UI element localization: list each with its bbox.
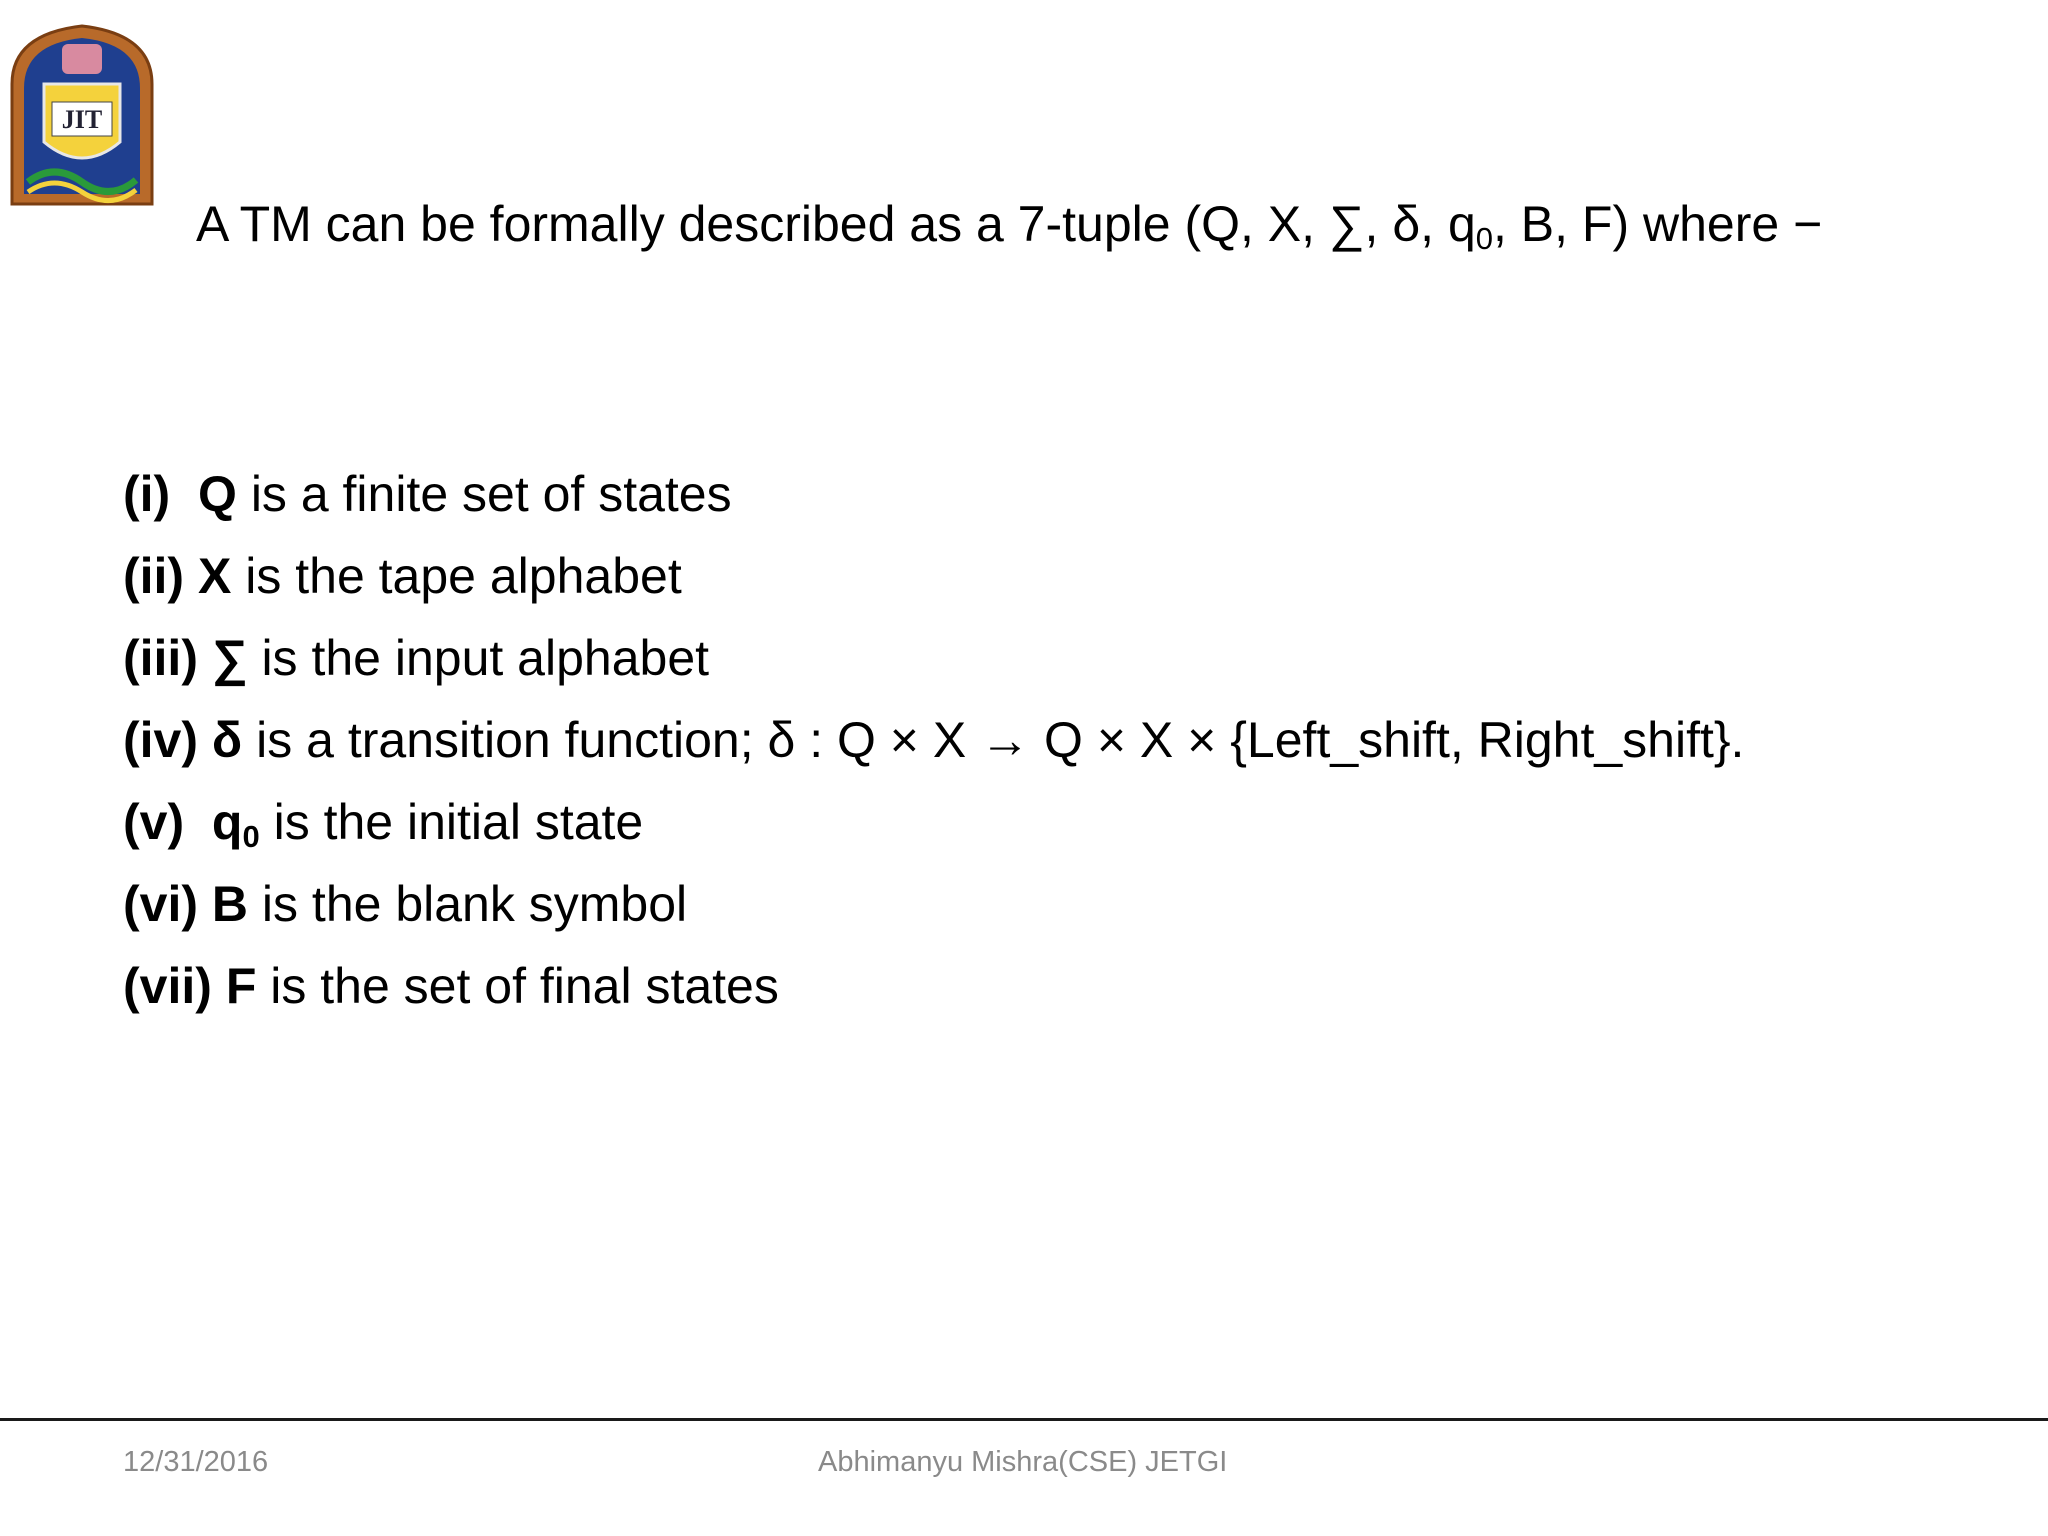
item-symbol: δ xyxy=(211,712,243,768)
item-number: (vii) xyxy=(123,958,212,1014)
footer-date: 12/31/2016 xyxy=(123,1446,269,1478)
list-item xyxy=(123,617,1744,699)
list-item xyxy=(123,863,1744,945)
slide-title xyxy=(196,192,1822,256)
item-symbol-base: q xyxy=(211,794,243,850)
list-item xyxy=(123,781,1744,863)
item-symbol: X xyxy=(198,548,232,604)
item-symbol: ∑ xyxy=(211,630,248,686)
item-text: is the tape alphabet xyxy=(245,548,682,604)
tuple-components-list xyxy=(123,453,1744,1027)
item-number: (ii) xyxy=(123,548,185,604)
list-item xyxy=(123,945,1744,1027)
item-number: (iii) xyxy=(123,630,198,686)
item-symbol-subscript: 0 xyxy=(242,818,260,854)
item-number: (v) xyxy=(123,794,185,850)
list-item xyxy=(123,535,1744,617)
logo-text: JIT xyxy=(61,105,103,134)
item-text: is a transition function; δ : Q × X → Q × X × {Left_shift, Right_shift}. xyxy=(256,712,1745,768)
title-subscript: 0 xyxy=(1475,220,1494,256)
title-prefix: A TM can be formally described as a 7-tuple (Q, X, ∑, δ, q xyxy=(196,196,1476,252)
item-number: (vi) xyxy=(123,876,198,932)
item-symbol: Q xyxy=(198,466,237,522)
item-number: (iv) xyxy=(123,712,198,768)
item-symbol: B xyxy=(211,876,249,932)
footer-divider xyxy=(0,1418,2048,1421)
college-logo-icon xyxy=(4,14,160,206)
list-item xyxy=(123,453,1744,535)
item-text: is the set of final states xyxy=(270,958,779,1014)
footer-author: Abhimanyu Mishra(CSE) JETGI xyxy=(818,1446,1228,1478)
item-number: (i) xyxy=(123,466,171,522)
item-text: is the input alphabet xyxy=(261,630,710,686)
item-symbol xyxy=(211,794,260,854)
title-suffix: , B, F) where − xyxy=(1493,196,1823,252)
item-text: is the initial state xyxy=(273,794,644,850)
item-text: is the blank symbol xyxy=(261,876,688,932)
list-item xyxy=(123,699,1744,781)
item-text: is a finite set of states xyxy=(250,466,732,522)
item-symbol: F xyxy=(225,958,257,1014)
